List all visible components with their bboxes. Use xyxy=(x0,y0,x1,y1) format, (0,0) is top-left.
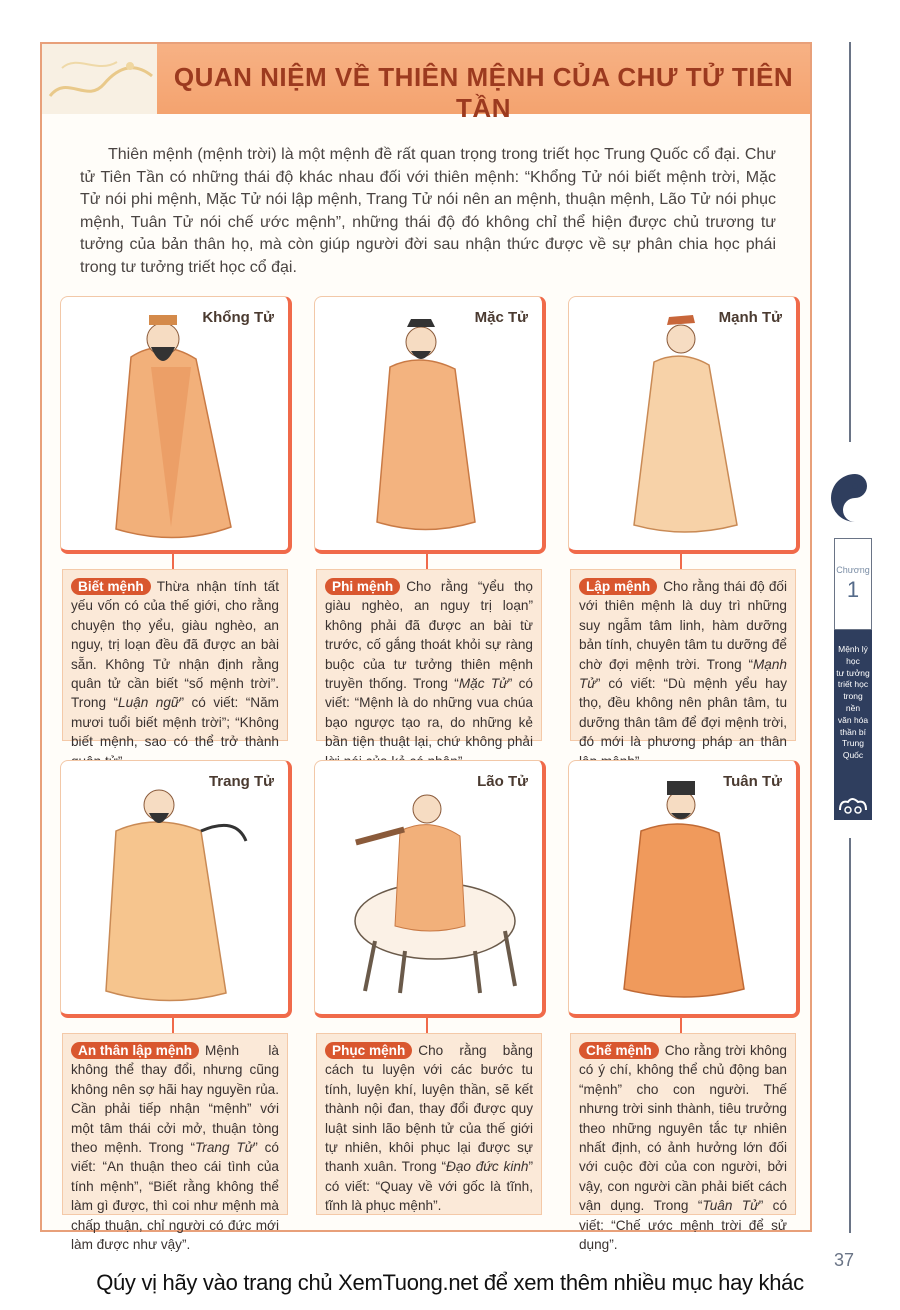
caption-manh-tu xyxy=(570,569,796,750)
connector-line xyxy=(426,1015,428,1033)
mac-tu-figure-icon xyxy=(315,297,543,551)
intro-text: Thiên mệnh (mệnh trời) là một mệnh đề rất quan trọng trong triết học Trung Quốc cổ đại. Chư tử Tiên Tần có những thái độ khác nhau đối với thiên mệnh: “Khổng Tử nói biết mệnh trời, Mặc Tử nói phi mệnh, Mặc Tử nói lập mệnh, Trang Tử nói nên an mệnh, thuận mệnh, Lão Tử nói phục mệnh, Tuân Tử nói chế ước mệnh”, những thái độ đó không chỉ thể hiện được chủ trương tư tưởng của bản thân họ, mà còn giúp người đời sau nhận thức được về sự phân chia học phái trong tư tưởng triết học cổ đại. xyxy=(80,146,776,276)
manh-tu-figure-icon xyxy=(569,297,797,551)
chapter-title-panel xyxy=(834,630,872,802)
book-title: Mặc Tử xyxy=(458,676,508,692)
book-title: Đạo đức kinh xyxy=(446,1159,529,1175)
portrait-khong-tu xyxy=(60,296,292,554)
chapter-line: văn hóa xyxy=(837,714,869,725)
intro-paragraph xyxy=(80,144,776,279)
chapter-line: học xyxy=(846,655,860,666)
stance-badge: Biết mệnh xyxy=(71,578,151,595)
sidebar-rule xyxy=(849,838,851,1233)
stance-badge: Chế mệnh xyxy=(579,1042,659,1059)
connector-line xyxy=(172,1015,174,1033)
chapter-line: tư tưởng xyxy=(836,667,870,678)
book-title: Mạnh Tử xyxy=(579,656,787,692)
footer-note: Qúy vị hãy vào trang chủ XemTuong.net để xem thêm nhiều mục hay khác xyxy=(96,1270,804,1295)
lao-tu-ox-figure-icon xyxy=(315,761,543,1015)
sidebar-rule xyxy=(849,42,851,442)
philosopher-name: Tuân Tử xyxy=(723,773,782,790)
portrait-mac-tu xyxy=(314,296,546,554)
caption-text: ” có viết: “Chế ước mệnh trời để sử dụng”. xyxy=(579,1198,787,1253)
cloud-ornament-icon xyxy=(834,792,872,820)
connector-line xyxy=(680,551,682,569)
chapter-line: Mệnh lý xyxy=(838,644,868,654)
book-title: Tuân Tử xyxy=(702,1198,759,1214)
book-title: Trang Tử xyxy=(195,1140,254,1156)
chapter-number: 1 xyxy=(846,577,860,602)
caption-lao-tu xyxy=(316,1033,542,1215)
portrait-trang-tu xyxy=(60,760,292,1018)
connector-line xyxy=(680,1015,682,1033)
portrait-manh-tu xyxy=(568,296,800,554)
stance-badge: Phi mệnh xyxy=(325,578,400,595)
caption-text: ” có viết: “Quay về với gốc là tĩnh, tĩnh là phục mệnh”. xyxy=(325,1159,534,1214)
caption-text: Mệnh là không thể thay đổi, nhưng cũng không nên sợ hãi hay nguyền rủa. Cần phải tiếp nhận “mệnh” với một tâm thái cởi mở, thuận tòng theo mệnh. Trong “ xyxy=(71,1043,279,1156)
philosopher-name: Khổng Tử xyxy=(202,309,274,326)
caption-tuan-tu xyxy=(570,1033,796,1253)
connector-line xyxy=(172,551,174,569)
caption-text: Cho rằng bằng cách tu luyện với các bước tu tính, luyện khí, luyện thần, sẽ kết thành nội đan, thay đổi được quy luật sinh lão bệnh tử của thế giới tự nhiên, khôi phục lại được sự thanh xuân. Trong “ xyxy=(325,1043,533,1175)
philosopher-name: Mạnh Tử xyxy=(718,309,782,326)
chapter-label: Chương xyxy=(836,565,870,575)
book-title: Luận ngữ xyxy=(118,695,180,711)
caption-khong-tu xyxy=(62,569,288,750)
chapter-line: triết học xyxy=(837,679,869,690)
caption-text: ” có viết: “Năm mươi tuổi biết mệnh trời”; “Không biết mệnh, sao có thể trở thành xyxy=(71,695,280,750)
chapter-box xyxy=(834,538,872,630)
caption-text: Cho rằng “yểu thọ giàu nghèo, an nguy trị loạn” không phải đã được an bài từ trước, cố gắng thoát khỏi sự ràng buộc của tư tưởng thiên mệnh truyền thống. Trong “ xyxy=(325,579,533,692)
stance-badge: Lập mệnh xyxy=(579,578,657,595)
caption-text: ” có viết: “Mệnh là do những vua chúa bạo ngược tạo ra, do những kẻ bần tiện thuật lại, chứ không phải xyxy=(325,676,533,750)
trang-tu-figure-icon xyxy=(61,761,289,1015)
tuan-tu-figure-icon xyxy=(569,761,797,1015)
yin-yang-icon xyxy=(827,470,867,531)
philosopher-name: Lão Tử xyxy=(477,773,528,790)
title-banner xyxy=(157,44,810,123)
page-number: 37 xyxy=(834,1250,855,1270)
chapter-line: nền xyxy=(845,702,861,713)
stance-badge: Phục mệnh xyxy=(325,1042,412,1059)
chapter-line: thần bí xyxy=(840,726,866,737)
chapter-line: trong xyxy=(843,691,863,702)
caption-trang-tu xyxy=(62,1033,288,1253)
philosopher-name: Trang Tử xyxy=(208,773,274,790)
caption-text: Cho rằng thái độ đối với thiên mệnh là duy trì những suy ngẫm tâm linh, hàm dưỡng bản tính, chuyên tâm tu dưỡng để chờ đợi mệnh trời. Trong “ xyxy=(579,579,787,672)
philosopher-name: Mặc Tử xyxy=(474,309,528,326)
caption-text: Cho rằng trời không có ý chí, không thể chủ động ban “mệnh” cho con người. Thế nhưng trời sinh thành, tiêu trưởng theo những nguyên tắc tự nhiên nhất định, có ảnh hưởng lớn đối với cuộc đời của con người, bởi vậy, con người cần phải biết cách vận dụng. Trong “ xyxy=(579,1043,787,1214)
chapter-line: Trung Quốc xyxy=(842,738,864,761)
page-title: QUAN NIỆM VỀ THIÊN MỆNH CỦA CHƯ TỬ TIÊN TẦN xyxy=(173,62,794,123)
caption-text: ” có viết: “Dù mệnh yểu hay thọ, đều không nên phân tâm, tu dưỡng thân tâm để đợi mệnh trời, đó mới là phương pháp an thân xyxy=(579,676,787,750)
portrait-lao-tu xyxy=(314,760,546,1018)
connector-line xyxy=(426,551,428,569)
stance-badge: An thân lập mệnh xyxy=(71,1042,199,1059)
corner-decoration xyxy=(42,44,157,114)
khong-tu-figure-icon xyxy=(61,297,289,551)
caption-text: ” có viết: “An thuận theo cái tình của tính mệnh”, “Biết rằng không thể làm gì được, thì coi như mệnh mà chấp thuận, chỉ người có đức mới làm được như vậy”. xyxy=(71,1140,279,1253)
caption-text: Thừa nhận tính tất yếu vốn có của thế giới, cho rằng chuyện thọ yểu, giàu nghèo, an nguy, trị loạn đều đã được an bài sẵn. Không Tử nhận định rằng quân tử cần biết “số mệnh trời”. Trong “ xyxy=(71,579,279,711)
caption-mac-tu xyxy=(316,569,542,750)
portrait-tuan-tu xyxy=(568,760,800,1018)
